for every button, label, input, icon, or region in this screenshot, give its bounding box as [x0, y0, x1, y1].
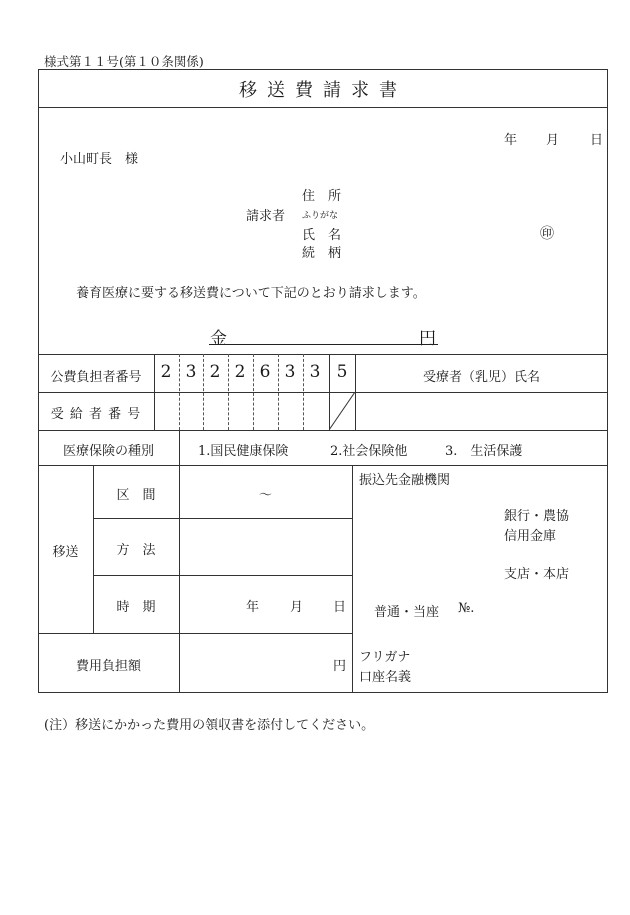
bank-type-1: 銀行・農協: [504, 509, 570, 524]
date-month: 月: [546, 133, 560, 148]
insurance-option-2: 2.社会保険他: [330, 444, 408, 459]
claimant-name-label: 氏 名: [302, 228, 342, 243]
request-statement: 養育医療に要する移送費について下記のとおり請求します。: [76, 286, 426, 301]
col-line-c: [179, 430, 180, 465]
payer-digit-1: 2: [160, 362, 172, 382]
date-year: 年: [504, 133, 518, 148]
transport-label: 移送: [52, 545, 79, 560]
row-line-3: [38, 430, 608, 431]
date-day: 日: [590, 133, 604, 148]
claimant-address-label: 住 所: [302, 189, 342, 204]
patient-name-label: 受療者（乳児）氏名: [422, 370, 540, 385]
amount-unit: 円: [419, 329, 436, 349]
public-payer-label: 公費負担者番号: [50, 370, 142, 385]
bank-branch: 支店・本店: [504, 567, 570, 582]
payer-digit-4: 2: [234, 362, 246, 382]
col-line-f: [352, 465, 353, 693]
account-holder-label: 口座名義: [359, 670, 412, 685]
payer-digit-5: 6: [259, 362, 271, 382]
insurance-label: 医療保険の種別: [62, 444, 154, 459]
transport-method-label: 方 法: [116, 543, 156, 558]
account-kana-label: フリガナ: [359, 650, 411, 665]
period-year: 年: [246, 600, 260, 615]
account-number-label: №.: [458, 601, 475, 616]
row-line-5: [93, 518, 352, 519]
claimant-relation-label: 続 柄: [302, 246, 342, 261]
row-line-4: [38, 465, 608, 466]
claimant-furigana-label: ふりがな: [302, 211, 339, 221]
payer-digit-8: 5: [336, 362, 348, 382]
cost-unit: 円: [333, 659, 347, 674]
title-divider: [38, 107, 608, 108]
row-line-2: [38, 392, 608, 393]
recipient-number-label: 受 給 者 番 号: [50, 407, 142, 422]
payer-digit-6: 3: [284, 362, 296, 382]
recipient: 小山町長 様: [60, 152, 139, 167]
form-reference: 様式第１１号(第１０条関係): [44, 54, 204, 69]
payer-digit-7: 3: [309, 362, 321, 382]
diagonal-slash: [329, 392, 355, 430]
payer-digit-3: 2: [209, 362, 221, 382]
row-line-6: [93, 575, 352, 576]
transport-period-label: 時 期: [116, 600, 156, 615]
transport-section-label: 区 間: [116, 488, 156, 503]
insurance-option-1: 1.国民健康保険: [198, 444, 289, 459]
cost-label: 費用負担額: [75, 659, 141, 674]
transport-section-value: ～: [258, 488, 272, 503]
period-month: 月: [290, 600, 304, 615]
period-day: 日: [333, 600, 347, 615]
row-line-1: [38, 354, 608, 355]
bank-label: 振込先金融機関: [359, 473, 451, 488]
footnote: (注）移送にかかった費用の領収書を添付してください。: [44, 718, 375, 733]
claimant-label: 請求者: [246, 209, 286, 224]
account-type: 普通・当座: [374, 605, 440, 620]
bank-type-2: 信用金庫: [504, 529, 557, 544]
seal-mark: ㊞: [540, 226, 554, 242]
insurance-option-3: 3. 生活保護: [445, 444, 523, 459]
row-line-7: [38, 633, 352, 634]
amount-prefix: 金: [210, 329, 227, 349]
payer-digit-2: 3: [185, 362, 197, 382]
amount-underline: [209, 344, 438, 345]
form-title: 移送費請求書: [239, 80, 407, 101]
